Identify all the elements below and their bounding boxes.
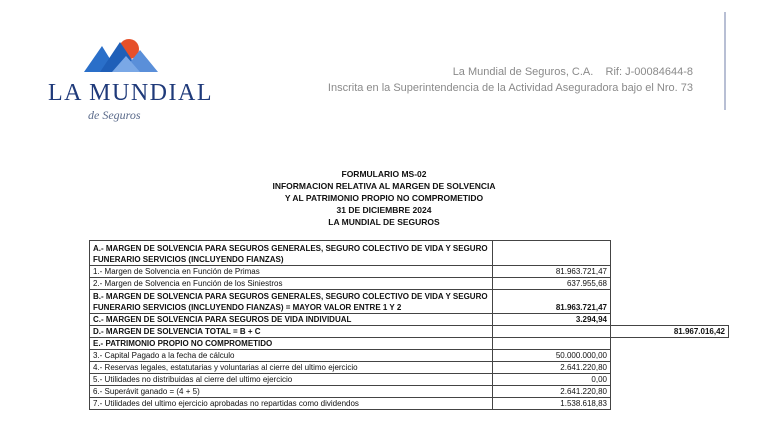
table-row	[90, 266, 729, 278]
row-2-value: 637.955,68	[493, 278, 611, 290]
table-row	[90, 338, 729, 350]
table-row	[90, 314, 729, 326]
brand-name: LA MUNDIAL	[48, 80, 213, 106]
section-a-value	[493, 241, 611, 266]
row-7-value: 1.538.618,83	[493, 398, 611, 410]
row-1-value: 81.963.721,47	[493, 266, 611, 278]
form-title-line-1: INFORMACION RELATIVA AL MARGEN DE SOLVENCIA	[272, 181, 496, 191]
row-3-value: 50.000.000,00	[493, 350, 611, 362]
company-logo	[44, 30, 213, 125]
row-1-label: 1.- Margen de Solvencia en Función de Primas	[90, 266, 493, 278]
section-e-label: E.- PATRIMONIO PROPIO NO COMPROMETIDO	[90, 338, 493, 350]
table-row	[90, 398, 729, 410]
company-registration: Inscrita en la Superintendencia de la Actividad Aseguradora bajo el Nro. 73	[327, 82, 693, 94]
table-row	[90, 386, 729, 398]
section-d-value: 81.967.016,42	[611, 326, 729, 338]
form-title-block	[0, 168, 768, 228]
section-a-label: A.- MARGEN DE SOLVENCIA PARA SEGUROS GENERALES, SEGURO COLECTIVO DE VIDA Y SEGURO FUNERARIO SERVICIOS (INCLUYENDO FIANZAS)	[90, 241, 493, 266]
header-divider	[724, 12, 726, 110]
row-5-value: 0,00	[493, 374, 611, 386]
section-b-label: B.- MARGEN DE SOLVENCIA PARA SEGUROS GENERALES, SEGURO COLECTIVO DE VIDA Y SEGURO FUNERARIO SERVICIOS (INCLUYENDO FIANZAS) = MAYOR VALOR ENTRE 1 Y 2	[90, 290, 493, 314]
table-row	[90, 326, 729, 338]
brand-subtitle: de Seguros	[88, 108, 141, 122]
row-4-label: 4.- Reservas legales, estatutarias y voluntarias al cierre del ultimo ejercicio	[90, 362, 493, 374]
table-row	[90, 362, 729, 374]
company-name-rif: La Mundial de Seguros, C.A. Rif: J-00084644-8	[452, 66, 693, 78]
logo-mountains-icon	[84, 36, 160, 78]
section-c-label: C.- MARGEN DE SOLVENCIA PARA SEGUROS DE VIDA INDIVIDUAL	[90, 314, 493, 326]
row-6-value: 2.641.220,80	[493, 386, 611, 398]
section-b-value: 81.963.721,47	[493, 290, 611, 314]
table-row	[90, 374, 729, 386]
form-number: FORMULARIO MS-02	[341, 169, 427, 179]
row-7-label: 7.- Utilidades del ultimo ejercicio aprobadas no repartidas como dividendos	[90, 398, 493, 410]
solvency-table	[89, 240, 729, 410]
form-date: 31 DE DICIEMBRE 2024	[336, 205, 432, 215]
table-row	[90, 290, 729, 314]
table-row	[90, 241, 729, 266]
table-row	[90, 278, 729, 290]
section-d-label: D.- MARGEN DE SOLVENCIA TOTAL = B + C	[90, 326, 493, 338]
row-2-label: 2.- Margen de Solvencia en Función de los Siniestros	[90, 278, 493, 290]
form-title-line-2: Y AL PATRIMONIO PROPIO NO COMPROMETIDO	[284, 193, 484, 203]
section-c-value: 3.294,94	[493, 314, 611, 326]
table-row	[90, 350, 729, 362]
form-company: LA MUNDIAL DE SEGUROS	[328, 217, 440, 227]
company-info	[328, 64, 693, 96]
row-3-label: 3.- Capital Pagado a la fecha de cálculo	[90, 350, 493, 362]
row-6-label: 6.- Superávit ganado = (4 + 5)	[90, 386, 493, 398]
row-4-value: 2.641.220,80	[493, 362, 611, 374]
row-5-label: 5.- Utilidades no distribuidas al cierre del ultimo ejercicio	[90, 374, 493, 386]
